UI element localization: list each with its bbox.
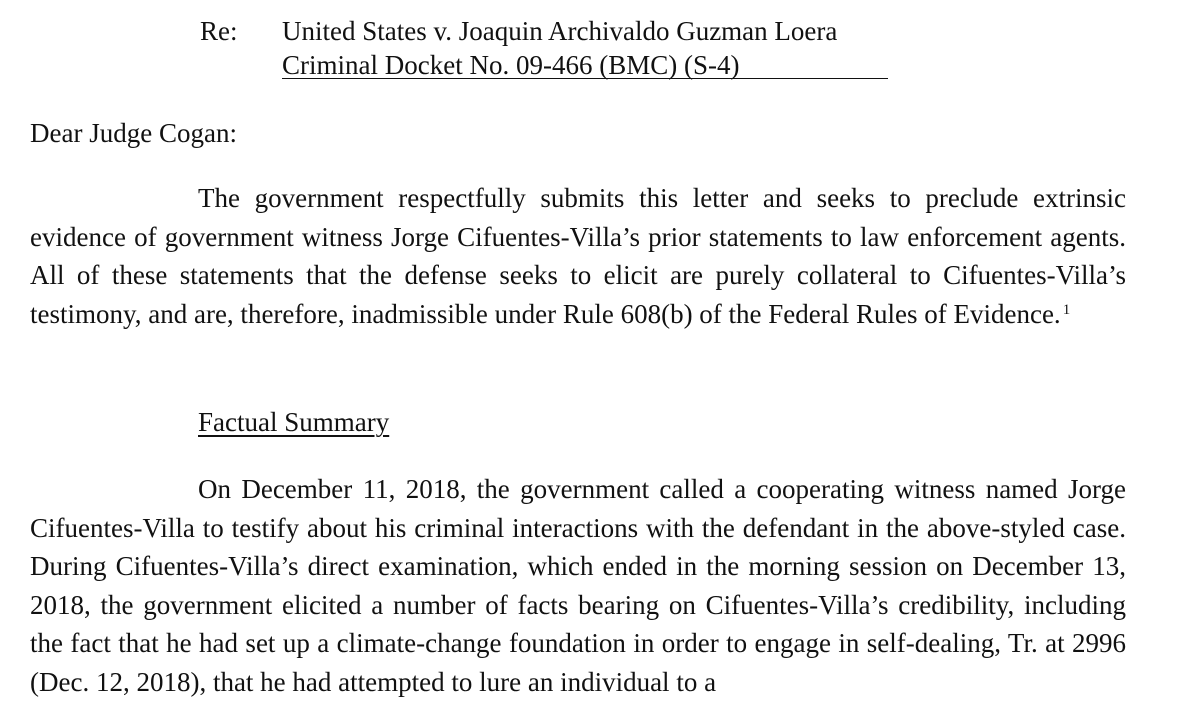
footnote-marker[interactable]: 1 — [1062, 301, 1071, 318]
factual-summary-paragraph — [30, 470, 1126, 701]
salutation: Dear Judge Cogan: — [30, 118, 237, 148]
section-heading: Factual Summary — [198, 407, 390, 437]
factual-summary-text: On December 11, 2018, the government called a cooperating witness named Jorge Cifuentes-Villa to testify about his criminal interactions with the defendant in the above-styled case. During Cifuentes-Villa’s direct examination, which ended in the morning session on December 13, 2018, the government elicited a number of facts bearing on Cifuentes-Villa’s credibility, including the fact that he had set up a climate-change foundation in order to engage in self-dealing, Tr. at 2996 (Dec. 12, 2018), that he had attempted to lure an individual to a — [30, 474, 1126, 697]
re-label: Re: — [200, 16, 238, 46]
intro-paragraph-text: The government respectfully submits this letter and seeks to preclude extrinsic evidence of government witness Jorge Cifuentes-Villa’s prior statements to law enforcement agents. All of these statements that the defense seeks to elicit are purely collateral to Cifuentes-Villa’s testimony, and are, therefore, inadmissible under Rule 608(b) of the Federal Rules of Evidence. — [30, 183, 1126, 329]
docket-number — [282, 48, 888, 79]
case-title: United States v. Joaquin Archivaldo Guzman Loera — [282, 16, 838, 46]
intro-paragraph — [30, 179, 1126, 333]
docket-text: Criminal Docket No. 09-466 (BMC) (S-4) — [282, 50, 740, 80]
